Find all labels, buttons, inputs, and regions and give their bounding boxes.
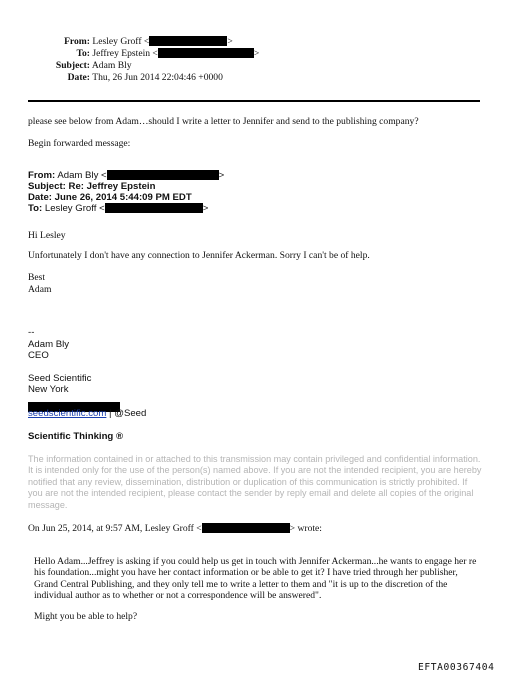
reply-body: Unfortunately I don't have any connection to Jennifer Ackerman. Sorry I can't be of help. (28, 250, 370, 261)
reply-name: Adam (28, 284, 52, 295)
redaction-box (107, 170, 219, 180)
reply-greeting: Hi Lesley (28, 230, 66, 241)
website-link[interactable]: seedscientific.com (28, 408, 107, 419)
quoted-question: Might you be able to help? (34, 611, 138, 622)
header-date-value: Thu, 26 Jun 2014 22:04:46 +0000 (92, 72, 223, 83)
quoted-attribution-end: > wrote: (289, 523, 322, 534)
redaction-box (149, 36, 227, 46)
signature-name: Adam Bly (28, 339, 70, 350)
header-from-value: Lesley Groff < (92, 36, 150, 47)
fwd-to-label: To: (28, 203, 43, 214)
fwd-subject-label: Subject: (28, 181, 66, 192)
document-id: EFTA00367404 (418, 662, 495, 673)
quoted-attribution (28, 523, 322, 534)
header-subject-row (48, 60, 132, 71)
header-divider (28, 100, 480, 102)
redaction-box (202, 523, 290, 533)
fwd-date-row (28, 192, 192, 203)
header-date-row (48, 72, 223, 83)
header-subject-label: Subject: (55, 60, 90, 71)
header-to-value: Jeffrey Epstein < (92, 48, 158, 59)
header-subject-value: Adam Bly (91, 60, 132, 71)
social-handle: | @Seed (106, 408, 147, 419)
fwd-date-value: June 26, 2014 5:44:09 PM EDT (54, 192, 192, 203)
legal-disclaimer: The information contained in or attached to this transmission may contain privileged and confidential information. It is intended only for the use of the person(s) named above. If you are not the intended recipient, you are hereby notified that any review, dissemination, distribution or duplication of this communication is strictly prohibited. If you are not the intended recipient, please contact the sender by reply email and delete all copies of the original message. (28, 454, 482, 510)
redaction-box (158, 48, 254, 58)
fwd-from-row: From: Adam Bly < > (28, 170, 225, 181)
fwd-from-label: From: (28, 170, 56, 181)
redaction-box (105, 203, 203, 213)
header-from-label: From: (64, 36, 90, 47)
fwd-to-row: To: Lesley Groff < > (28, 203, 209, 214)
reply-closing: Best (28, 272, 46, 283)
header-to-row: To: Jeffrey Epstein < > (48, 48, 259, 59)
signature-tagline: Scientific Thinking ® (28, 431, 124, 442)
fwd-from-value: Adam Bly < (57, 170, 107, 181)
signature-title: CEO (28, 350, 49, 361)
signature-dashes: -- (28, 327, 35, 338)
header-from-row: From: Lesley Groff < > (48, 36, 233, 47)
quoted-attribution-start: On Jun 25, 2014, at 9:57 AM, Lesley Groff < (28, 523, 202, 534)
fwd-subject-row (28, 181, 155, 192)
begin-forwarded: Begin forwarded message: (28, 138, 131, 149)
signature-city: New York (28, 384, 69, 395)
signature-web-row (28, 408, 146, 419)
fwd-date-label: Date: (28, 192, 52, 203)
intro-line: please see below from Adam…should I write a letter to Jennifer and send to the publishing company? (28, 116, 419, 127)
signature-company: Seed Scientific (28, 373, 92, 384)
fwd-subject-value: Re: Jeffrey Epstein (68, 181, 156, 192)
header-date-label: Date: (67, 72, 90, 83)
header-to-label: To: (76, 48, 90, 59)
fwd-to-value: Lesley Groff < (44, 203, 105, 214)
quoted-body: Hello Adam...Jeffrey is asking if you could help us get in touch with Jennifer Ackerman...he wants to engage her re his foundation...might you have her contact information or be able to get it? I have tried through her publisher, Grand Central Publishing, and they only tell me to write a letter to them and "it is up to the discretion of the individual author as to whether or not a correspondence will be answered". (34, 556, 477, 602)
